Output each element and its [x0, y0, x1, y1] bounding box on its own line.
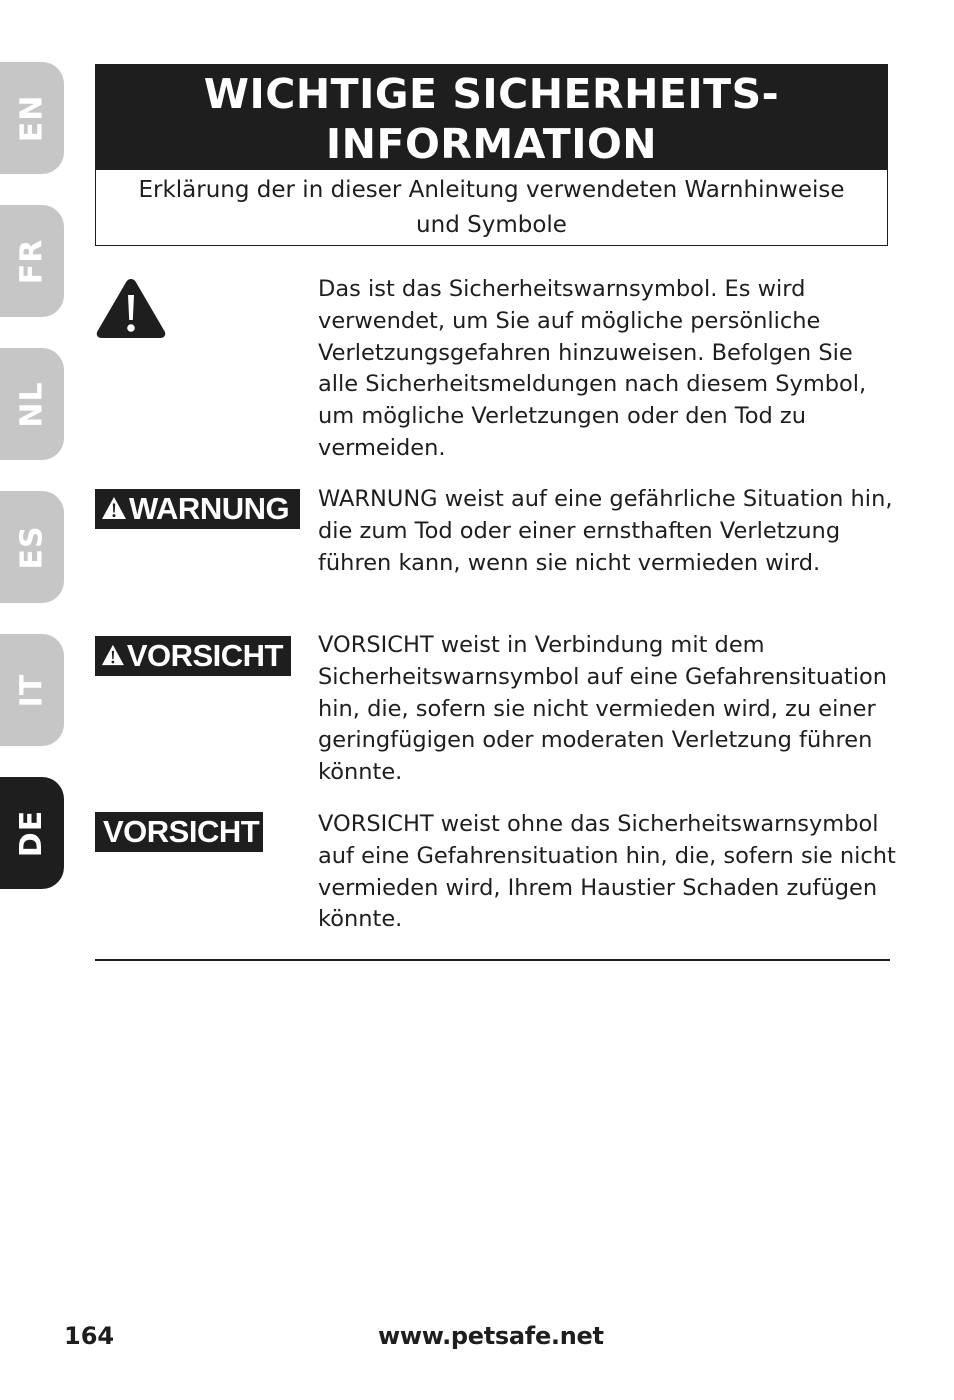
- page-title-line1: WICHTIGE SICHERHEITS-: [203, 69, 780, 118]
- alert-symbol-description: Das ist das Sicherheitswarnsymbol. Es wird verwendet, um Sie auf mögliche persönliche Verletzungsgefahren hinzuweisen. Befolgen Sie alle Sicherheitsmeldungen nach diesem Symbol, um mögliche Verletzungen oder den Tod zu vermeiden.: [318, 276, 867, 461]
- language-tab-label: EN: [14, 94, 50, 142]
- language-tab-en[interactable]: [0, 62, 64, 174]
- warning-triangle-icon: [101, 496, 127, 520]
- vorsicht-with-symbol-description: VORSICHT weist in Verbindung mit dem Sicherheitswarnsymbol auf eine Gefahrensituation hin, die, sofern sie nicht vermieden wird, zu einer geringfügigen oder moderaten Verletzung führen könnte.: [318, 632, 887, 786]
- language-tab-label: DE: [14, 809, 50, 857]
- warnung-description: WARNUNG weist auf eine gefährliche Situation hin, die zum Tod oder einer ernsthaften Verletzung führen kann, wenn sie nicht vermieden wird.: [318, 486, 893, 576]
- language-tab-it[interactable]: [0, 634, 64, 746]
- page-title: [204, 69, 779, 169]
- language-tab-label: IT: [14, 673, 50, 707]
- vorsicht-plain-signal-label: [95, 812, 263, 852]
- warning-triangle-icon: [101, 643, 125, 667]
- footer-url[interactable]: www.petsafe.net: [378, 1322, 604, 1350]
- page-number: 164: [64, 1322, 115, 1350]
- header-title-band: [96, 65, 887, 170]
- warnung-signal-label: [95, 489, 300, 529]
- warning-triangle-icon: [95, 276, 167, 344]
- vorsicht-signal-label-wrap: [95, 636, 291, 676]
- vorsicht-plain-label-text: VORSICHT: [103, 814, 260, 849]
- language-tab-label: FR: [14, 238, 50, 284]
- warnung-signal-label-wrap: [95, 489, 300, 529]
- vorsicht-no-symbol-description: VORSICHT weist ohne das Sicherheitswarnsymbol auf eine Gefahrensituation hin, die, sofern sie nicht vermieden wird, Ihrem Haustier Schaden zufügen könnte.: [318, 811, 896, 933]
- safety-header-box: [95, 64, 888, 246]
- language-tab-es[interactable]: [0, 491, 64, 603]
- vorsicht-label-text: VORSICHT: [126, 638, 283, 673]
- vorsicht-signal-label: [95, 636, 291, 676]
- vorsicht-plain-signal-label-wrap: [95, 812, 263, 852]
- language-tab-nl[interactable]: [0, 348, 64, 460]
- warnung-label-text: WARNUNG: [129, 491, 290, 526]
- language-tab-label: ES: [14, 524, 50, 570]
- language-tab-de[interactable]: [0, 777, 64, 889]
- section-divider: [95, 959, 890, 961]
- page-subtitle-line2: und Symbole: [416, 212, 567, 238]
- language-tab-fr[interactable]: [0, 205, 64, 317]
- page-subtitle: [96, 170, 887, 243]
- page-subtitle-line1: Erklärung der in dieser Anleitung verwendeten Warnhinweise: [138, 177, 845, 203]
- language-tab-label: NL: [14, 380, 50, 428]
- page-title-line2: INFORMATION: [325, 119, 658, 168]
